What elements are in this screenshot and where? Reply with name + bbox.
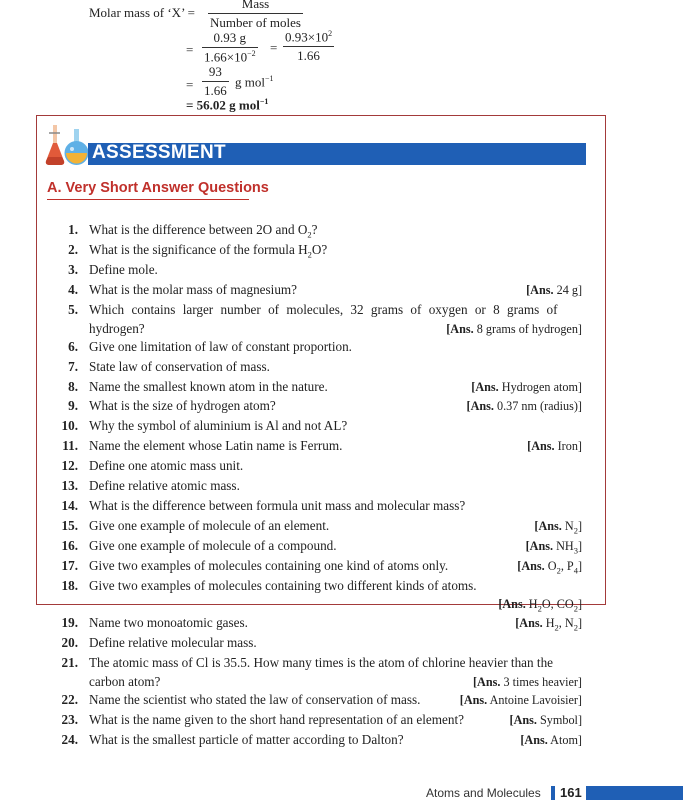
question-number: 19.	[61, 615, 78, 630]
question-text: Which contains larger number of molecules, 32 grams of oxygen or 8 grams of	[89, 302, 558, 317]
question-text: Name the element whose Latin name is Ferrum.	[89, 438, 343, 453]
fraction-step-2: $\frac{0.93 g}{1.66\times 10^{-2}}$	[204, 30, 256, 65]
page-number: 161	[560, 785, 582, 800]
question-text: The atomic mass of Cl is 35.5. How many times is the atom of chlorine heavier than the	[89, 655, 554, 670]
answer: [Ans. 24 g]	[526, 283, 582, 297]
question-number: 2.	[68, 242, 78, 257]
question-number: 14.	[61, 498, 78, 513]
question-number: 6.	[68, 339, 78, 354]
question-text: Why the symbol of aluminium is Al and not AL?	[89, 418, 348, 433]
answer: [Ans. Iron]	[527, 439, 582, 453]
question-number: 13.	[61, 478, 78, 493]
section-underline	[47, 199, 249, 200]
footer-divider	[551, 786, 555, 800]
question-number: 12.	[61, 458, 78, 473]
question-number: 9.	[68, 398, 78, 413]
question-text: State law of conservation of mass.	[89, 359, 270, 374]
footer-bar	[586, 786, 683, 800]
formula-result: = 56.02 g mol$^{-1}$	[186, 97, 269, 113]
question-text: Name two monoatomic gases.	[89, 615, 248, 630]
question-number: 1.	[68, 222, 78, 237]
question-number: 20.	[61, 635, 78, 650]
question-number: 21.	[61, 655, 78, 670]
assessment-heading: ASSESSMENT	[92, 142, 226, 163]
fraction-step-4: $\frac{93}{1.66}$	[204, 64, 227, 98]
question-number: 24.	[61, 732, 78, 747]
question-text: Name the smallest known atom in the nature.	[89, 379, 328, 394]
question-number: 10.	[61, 418, 78, 433]
question-number: 22.	[61, 692, 78, 707]
question-text: Name the scientist who stated the law of conservation of mass.	[89, 692, 421, 707]
answer: [Ans. $O_2$, $P_4$]	[517, 559, 582, 576]
question-number: 18.	[61, 578, 78, 593]
question-text: What is the difference between formula unit mass and molecular mass?	[89, 498, 466, 513]
question-text: What is the name given to the short hand representation of an element?	[89, 712, 464, 727]
question-number: 15.	[61, 518, 78, 533]
question-number: 8.	[68, 379, 78, 394]
question-number: 3.	[68, 262, 78, 277]
question-number: 4.	[68, 282, 78, 297]
question-text: Define relative atomic mass.	[89, 478, 240, 493]
question-text: Give two examples of molecules containing one kind of atoms only.	[89, 558, 449, 573]
formula-label: Molar mass of ‘X’ =	[89, 5, 196, 20]
lab-flask-icon	[42, 123, 94, 167]
answer: [Ans. Atom]	[520, 733, 582, 747]
question-number: 17.	[61, 558, 78, 573]
question-number: 5.	[68, 302, 78, 317]
question-text: What is the size of hydrogen atom?	[89, 398, 276, 413]
molar-mass-formula: Molar mass of ‘X’ = Mass Number of moles = $\frac{0.93 g}{1.66\times 10^{-2}}$ = $\frac{0.93\times 10^2}{1.66}$ = $\frac{93}{1.66}$ g mol$^{-1}$ = 56.02 g mol$^{-1}$	[0, 0, 683, 115]
question-text: What is the difference between 2O and $O_2$?	[89, 222, 318, 240]
answer: [Ans. Symbol]	[509, 713, 582, 727]
question-number: 23.	[61, 712, 78, 727]
question-text: Define mole.	[89, 262, 158, 277]
answer: [Ans. $H_2$, $N_2$]	[515, 616, 582, 633]
section-title: A. Very Short Answer Questions	[47, 180, 269, 196]
question-text: Give one example of molecule of a compound.	[89, 538, 337, 553]
question-number: 7.	[68, 359, 78, 374]
question-text: Give one limitation of law of constant proportion.	[89, 339, 352, 354]
question-text: Define one atomic mass unit.	[89, 458, 244, 473]
footer-chapter: Atoms and Molecules	[426, 786, 541, 800]
answer: [Ans. $NH_3$]	[525, 539, 582, 556]
question-text: Give two examples of molecules containing two different kinds of atoms.	[89, 578, 477, 593]
question-number: 11.	[62, 438, 78, 453]
question-text: Give one example of molecule of an element.	[89, 518, 330, 533]
answer: [Ans. $H_2O$, $CO_2$]	[498, 597, 582, 614]
question-text: What is the significance of the formula $H_2O$?	[89, 242, 328, 260]
answer: [Ans. Hydrogen atom]	[471, 380, 582, 394]
fraction-mass-over-moles: Mass Number of moles	[208, 0, 303, 31]
answer: [Ans. Antoine Lavoisier]	[459, 693, 582, 707]
question-text: What is the molar mass of magnesium?	[89, 282, 298, 297]
answer: [Ans. 8 grams of hydrogen]	[446, 322, 582, 336]
question-text: Define relative molecular mass.	[89, 635, 257, 650]
answer: [Ans. 0.37 nm (radius)]	[466, 399, 582, 413]
question-text: What is the smallest particle of matter according to Dalton?	[89, 732, 404, 747]
answer: [Ans. 3 times heavier]	[473, 675, 582, 689]
fraction-step-3: $\frac{0.93\times 10^2}{1.66}$	[285, 29, 333, 64]
answer: [Ans. $N_2$]	[534, 519, 582, 536]
question-number: 16.	[61, 538, 78, 553]
